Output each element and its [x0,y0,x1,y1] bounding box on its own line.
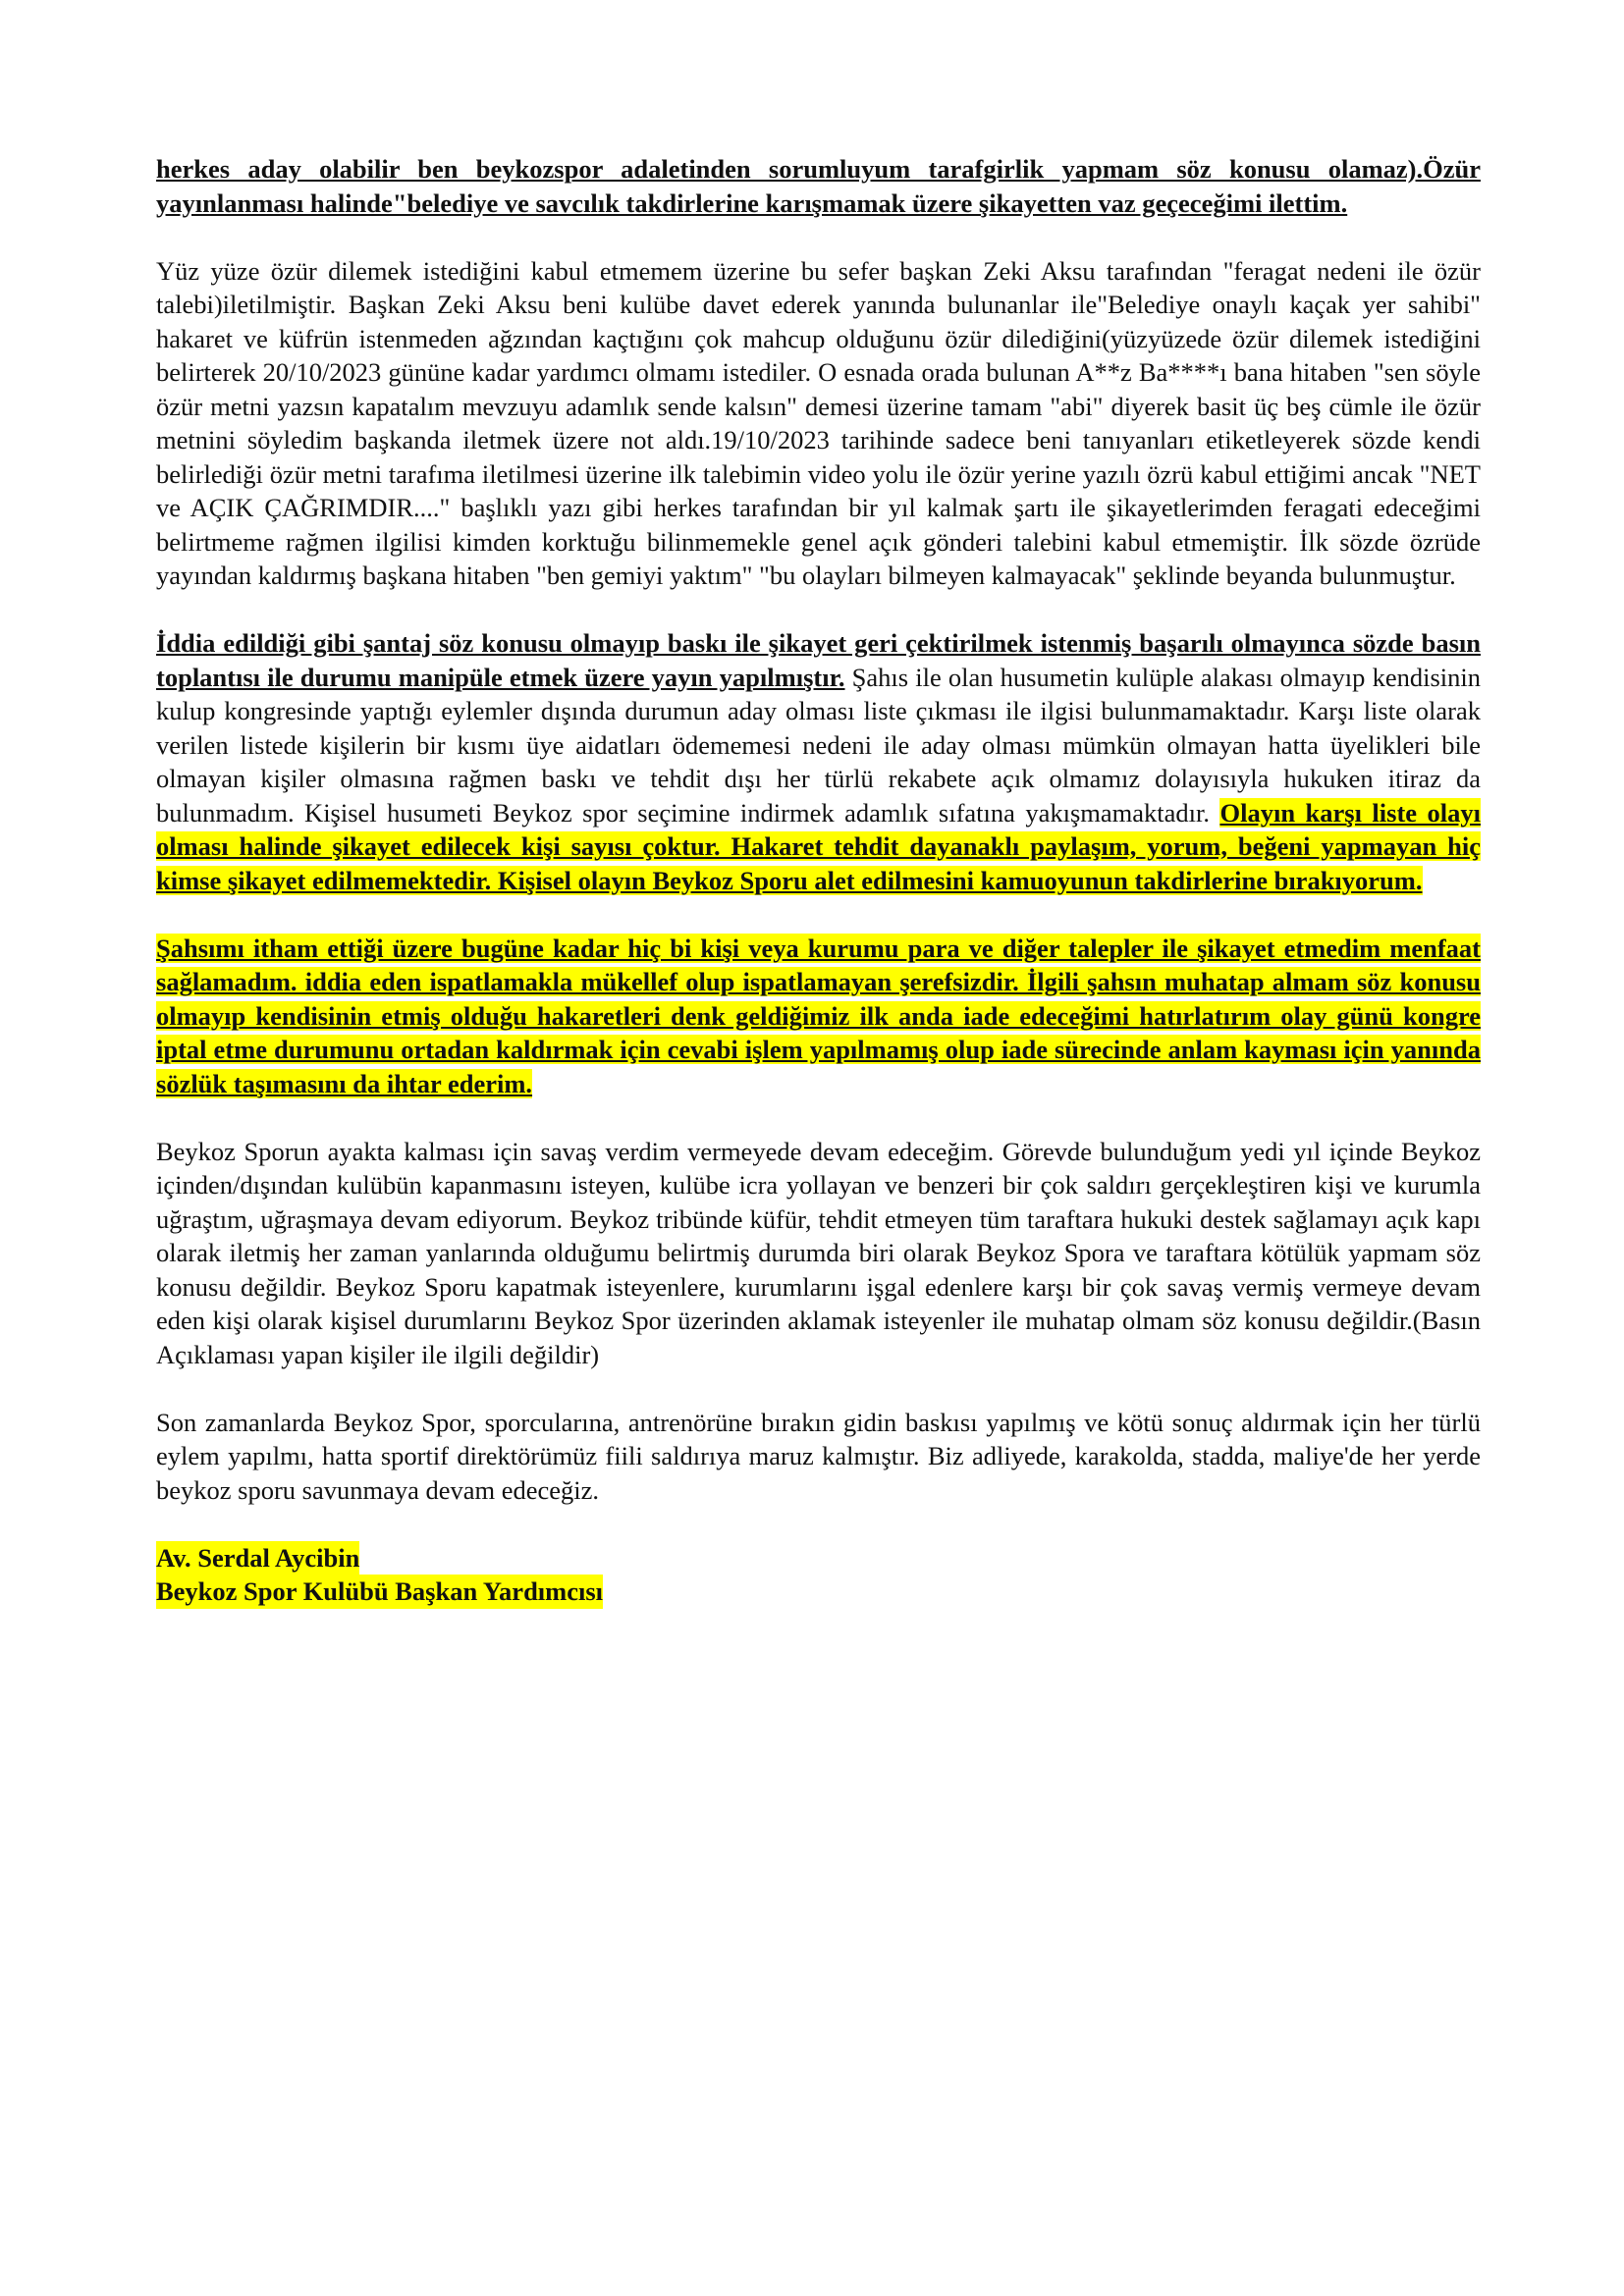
blackmail-claim-bold-text: İddia edildiği gibi şantaj söz konusu olmayıp baskı ile şikayet geri çektirilmek istenmiş başarılı olmayınca sözde basın toplantısı ile durumu manipüle etmek üzere yayın yapılmıştır. [156,628,1481,692]
blackmail-claim-plain-text: Şahıs ile olan husumetin kulüple alakası olmayıp kendisinin kulup kongresinde yaptığı eylemler dışında durumun aday olması liste çıkması ile ilgisi bulunmamaktadır. Karşı liste olarak verilen listede kişilerin bir kısmı üye aidatları ödememesi nedeni ile aday olması mümkün olmayan hatta üyelikleri bile olmayan kişiler olmasına rağmen baskı ve tehdit dışı her türlü rekabete açık olmamız dolayısıyla hukuken itiraz da bulunmadım. Kişisel husumeti Beykoz spor seçimine indirmek adamlık sıfatına yakışmamaktadır. [156,662,1481,828]
apology-request-text: Yüz yüze özür dilemek istediğini kabul etmemem üzerine bu sefer başkan Zeki Aksu tarafından "feragat nedeni ile özür talebi)iletilmiştir. Başkan Zeki Aksu beni kulübe davet ederek yanında bulunanlar ile"Belediye onaylı kaçak yer sahibi" hakaret ve küfrün istenmeden ağzından kaçtığını çok mahcup olduğunu özür dilediğini(yüzyüzede özür dilemek istediğini belirterek 20/10/2023 gününe kadar yardımcı olmamı istediler. O esnada orada bulunan A**z Ba****ı bana hitaben "sen söyle özür metni yazsın kapatalım mevzuyu adamlık sende kalsın" demesi üzerine tamam "abi" diyerek basit üç beş cümle ile özür metnini söyledim başkanda iletmek üzere not aldı.19/10/2023 tarihinde sadece beni tanıyanları etiketleyerek sözde kendi belirlediği özür metni tarafıma iletilmesi üzerine ilk talebimin video yolu ile özür yerine yazılı özrü kabul ettiğimi ancak "NET ve AÇIK ÇAĞRIMDIR...." başlıklı yazı gibi herkes tarafından bir yıl kalmak şartı ile şikayetlerimden feragati edeceğimi belirtmeme rağmen ilgilisi kimden korktuğu bilinmemekle genel açık gönderi talebini kabul etmemiştir. İlk sözde özrüde yayından kaldırmış başkana hitaben "ben gemiyi yaktım" "bu olayları bilmeyen kalmayacak" şeklinde beyanda bulunmuştur. [156,255,1481,590]
paragraph-apology-request [156,254,1481,593]
paragraph-recent-events [156,1406,1481,1508]
recent-events-text: Son zamanlarda Beykoz Spor, sporcularına, antrenörüne bırakın gidin baskısı yapılmış ve kötü sonuç aldırmak için her türlü eylem yapılmı, hatta sportif direktörümüz fiili saldırıya maruz kalmıştır. Biz adliyede, karakolda, stadda, maliye'de her yerde beykoz sporu savunmaya devam edeceğiz. [156,1407,1481,1505]
accusation-response-highlighted-text: Şahsımı itham ettiği üzere bugüne kadar hiç bi kişi veya kurumu para ve diğer talepler ile şikayet etmedim menfaat sağlamadım. iddia eden ispatlamakla mükellef olup ispatlamayan şerefsizdir. İlgili şahsın muhatap almam söz konusu olmayıp kendisinin etmiş olduğu hakaretleri denk geldiğimiz ilk anda iade edeceğimi hatırlatırım olay günü kongre iptal etme durumunu ortadan kaldırmak için cevabi işlem yapılmamış olup iade sürecinde anlam kayması için yanında sözlük taşımasını da ihtar ederim. [156,933,1481,1098]
paragraph-blackmail-claim [156,626,1481,897]
blackmail-claim-highlighted-text: Olayın karşı liste olayı olması halinde şikayet edilecek kişi sayısı çoktur. Hakaret tehdit dayanaklı paylaşım, yorum, beğeni yapmayan hiç kimse şikayet edilmemektedir. Kişisel olayın Beykoz Sporu alet edilmesini kamuoyunun takdirlerine bırakıyorum. [156,797,1481,895]
paragraph-club-defense [156,1135,1481,1372]
signature-title: Beykoz Spor Kulübü Başkan Yardımcısı [156,1575,603,1609]
signature-block [156,1541,1481,1609]
signature-name: Av. Serdal Aycibin [156,1541,359,1575]
document-page [156,152,1481,1609]
intro-bold-text: herkes aday olabilir ben beykozspor adaletinden sorumluyum tarafgirlik yapmam söz konusu olamaz).Özür yayınlanması halinde"belediye ve savcılık takdirlerine karışmamak üzere şikayetten vaz geçeceğimi ilettim. [156,154,1481,218]
club-defense-text: Beykoz Sporun ayakta kalması için savaş verdim vermeyede devam edeceğim. Görevde bulunduğum yedi yıl içinde Beykoz içinden/dışından kulübün kapanmasını isteyen, kulübe icra yollayan ve benzeri bir çok saldırı gerçekleştiren kişi ve kurumla uğraştım, uğraşmaya devam ediyorum. Beykoz tribünde küfür, tehdit etmeyen tüm taraftara hukuki destek sağlamayı açık kapı olarak iletmiş her zaman yanlarında olduğumu belirtmiş durumda biri olarak Beykoz Spora ve taraftara kötülük yapmam söz konusu değildir. Beykoz Sporu kapatmak isteyenlere, kurumlarını işgal edenlere karşı bir çok savaş vermiş vermeye devam eden kişi olarak kişisel durumlarını Beykoz Spor üzerinden aklamak isteyenler ile muhatap olmam söz konusu değildir.(Basın Açıklaması yapan kişiler ile ilgili değildir) [156,1136,1481,1369]
paragraph-intro [156,152,1481,220]
paragraph-accusation-response [156,932,1481,1101]
